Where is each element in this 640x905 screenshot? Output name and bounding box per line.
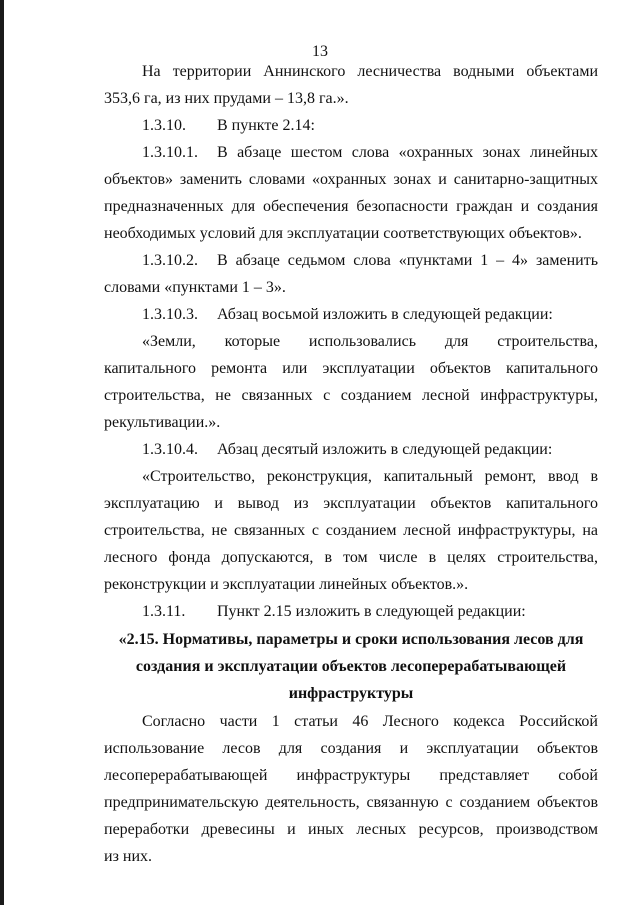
scan-edge bbox=[0, 0, 4, 905]
text-line: предназначенных для обеспечения безопасности граждан и создания bbox=[104, 198, 598, 215]
text-line: лесного фонда допускаются, в том числе в целях строительства, bbox=[104, 549, 598, 566]
text-line: строительства, не связанных с созданием лесной инфраструктуры, на bbox=[104, 522, 598, 539]
paragraph-1-3-10-2 bbox=[142, 251, 598, 271]
text-line: реконструкции и эксплуатации линейных объектов.». bbox=[104, 576, 469, 593]
text-line: лесоперерабатывающей инфраструктуры представляет собой bbox=[104, 767, 598, 784]
text-line: строительства, не связанных с созданием лесной инфраструктуры, bbox=[104, 387, 598, 404]
clause-number: 1.3.10.2. bbox=[142, 252, 198, 269]
text-line: из них. bbox=[104, 848, 153, 865]
text-line: предпринимательскую деятельность, связанную с созданием объектов bbox=[104, 794, 598, 811]
clause-text: В пункте 2.14: bbox=[217, 117, 315, 134]
text-line: Согласно части 1 статьи 46 Лесного кодекса Российской bbox=[142, 713, 598, 730]
text-line: объектов» заменить словами «охранных зонах и санитарно-защитных bbox=[104, 171, 598, 188]
text-line: использование лесов для создания и эксплуатации объектов bbox=[104, 740, 598, 757]
section-heading-line: инфраструктуры bbox=[288, 685, 414, 702]
text-line: необходимых условий для эксплуатации соответствующих объектов». bbox=[104, 225, 582, 242]
paragraph-1-3-10-3 bbox=[142, 305, 553, 325]
section-heading-line: «2.15. Нормативы, параметры и сроки использования лесов для bbox=[118, 631, 584, 648]
text-line: На территории Аннинского лесничества водными объектами bbox=[142, 63, 598, 80]
paragraph-1-3-11 bbox=[142, 602, 526, 622]
clause-text: Абзац десятый изложить в следующей редакции: bbox=[217, 441, 553, 458]
text-line: переработки древесины и иных лесных ресурсов, производством bbox=[104, 821, 598, 838]
clause-text: Абзац восьмой изложить в следующей редакции: bbox=[217, 306, 553, 323]
text-line: рекультивации.». bbox=[104, 414, 221, 431]
paragraph-1-3-10-1 bbox=[142, 143, 598, 163]
section-heading-line: создания и эксплуатации объектов лесоперерабатывающей bbox=[135, 658, 567, 675]
paragraph-1-3-10 bbox=[142, 116, 315, 136]
clause-text: Пункт 2.15 изложить в следующей редакции: bbox=[217, 603, 526, 620]
text-line: 353,6 га, из них прудами – 13,8 га.». bbox=[104, 90, 349, 107]
page-number: 13 bbox=[312, 43, 328, 60]
clause-number: 1.3.10.3. bbox=[142, 306, 198, 323]
clause-number: 1.3.10. bbox=[142, 117, 186, 134]
text-line: эксплуатацию и вывод из эксплуатации объектов капитального bbox=[104, 495, 598, 512]
clause-number: 1.3.10.4. bbox=[142, 441, 198, 458]
text-line: «Строительство, реконструкция, капитальный ремонт, ввод в bbox=[142, 468, 598, 485]
clause-text: В абзаце шестом слова «охранных зонах линейных bbox=[217, 144, 598, 161]
text-line: словами «пунктами 1 – 3». bbox=[104, 279, 286, 296]
clause-number: 1.3.11. bbox=[142, 603, 186, 620]
text-line: капитального ремонта или эксплуатации объектов капитального bbox=[104, 360, 598, 377]
clause-text: В абзаце седьмом слова «пунктами 1 – 4» заменить bbox=[217, 252, 598, 269]
paragraph-1-3-10-4 bbox=[142, 440, 552, 460]
clause-number: 1.3.10.1. bbox=[142, 144, 198, 161]
text-line: «Земли, которые использовались для строительства, bbox=[142, 333, 598, 350]
